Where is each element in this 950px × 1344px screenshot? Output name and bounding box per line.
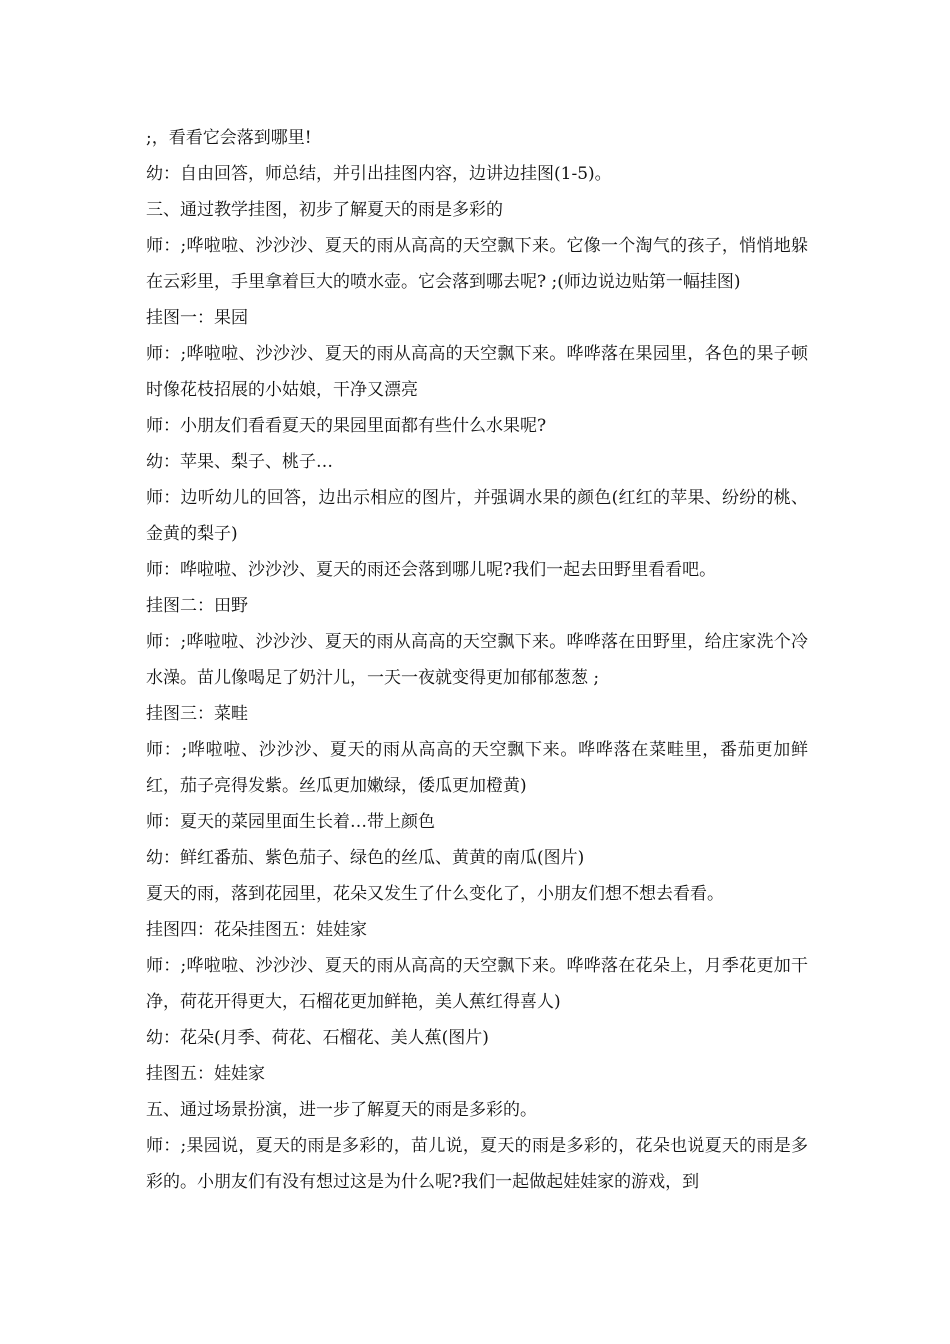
paragraph-12: 师：;哗啦啦、沙沙沙、夏天的雨从高高的天空飘下来。哗哗落在田野里，给庄家洗个冷水澡。苗儿像喝足了奶汁儿，一天一夜就变得更加郁郁葱葱 ; <box>146 632 808 688</box>
figure-heading-field: 挂图二：田野 <box>146 596 248 616</box>
section-heading-5: 五、通过场景扮演，进一步了解夏天的雨是多彩的。 <box>146 1100 537 1120</box>
paragraph-8: 幼：苹果、梨子、桃子… <box>146 452 333 472</box>
paragraph-23: 师：;果园说，夏天的雨是多彩的，苗儿说，夏天的雨是多彩的，花朵也说夏天的雨是多彩的。小朋友们有没有想过这是为什么呢?我们一起做起娃娃家的游戏，到 <box>146 1136 808 1192</box>
paragraph-1: ;，看看它会落到哪里! <box>146 128 312 148</box>
paragraph-14: 师：;哗啦啦、沙沙沙、夏天的雨从高高的天空飘下来。哗哗落在菜畦里，番茄更加鲜红，茄子亮得发紫。丝瓜更加嫩绿，倭瓜更加橙黄) <box>146 740 808 796</box>
paragraph-7: 师：小朋友们看看夏天的果园里面都有些什么水果呢? <box>146 416 547 436</box>
paragraph-4: 师：;哗啦啦、沙沙沙、夏天的雨从高高的天空飘下来。它像一个淘气的孩子，悄悄地躲在云彩里，手里拿着巨大的喷水壶。它会落到哪去呢? ;(师边说边贴第一幅挂图) <box>146 236 808 292</box>
figure-heading-doll-house: 挂图五：娃娃家 <box>146 1064 265 1084</box>
paragraph-20: 幼：花朵(月季、荷花、石榴花、美人蕉(图片) <box>146 1028 489 1048</box>
paragraph-16: 幼：鲜红番茄、紫色茄子、绿色的丝瓜、黄黄的南瓜(图片) <box>146 848 585 868</box>
section-heading-3: 三、通过教学挂图，初步了解夏天的雨是多彩的 <box>146 200 503 220</box>
paragraph-19: 师：;哗啦啦、沙沙沙、夏天的雨从高高的天空飘下来。哗哗落在花朵上，月季花更加干净，荷花开得更大，石榴花更加鲜艳，美人蕉红得喜人) <box>146 956 808 1012</box>
paragraph-17: 夏天的雨，落到花园里，花朵又发生了什么变化了，小朋友们想不想去看看。 <box>146 884 724 904</box>
document-body <box>146 120 808 1200</box>
paragraph-6: 师：;哗啦啦、沙沙沙、夏天的雨从高高的天空飘下来。哗哗落在果园里，各色的果子顿时像花枝招展的小姑娘，干净又漂亮 <box>146 344 808 400</box>
paragraph-2: 幼：自由回答，师总结，并引出挂图内容，边讲边挂图(1-5)。 <box>146 164 612 184</box>
figure-heading-flowers: 挂图四：花朵挂图五：娃娃家 <box>146 920 367 940</box>
paragraph-15: 师：夏天的菜园里面生长着…带上颜色 <box>146 812 435 832</box>
paragraph-9: 师：边听幼儿的回答，边出示相应的图片，并强调水果的颜色(红红的苹果、纷纷的桃、金黄的梨子) <box>146 488 808 544</box>
paragraph-10: 师：哗啦啦、沙沙沙、夏天的雨还会落到哪儿呢?我们一起去田野里看看吧。 <box>146 560 717 580</box>
figure-heading-orchard: 挂图一：果园 <box>146 308 248 328</box>
figure-heading-vegetable-plot: 挂图三：菜畦 <box>146 704 248 724</box>
